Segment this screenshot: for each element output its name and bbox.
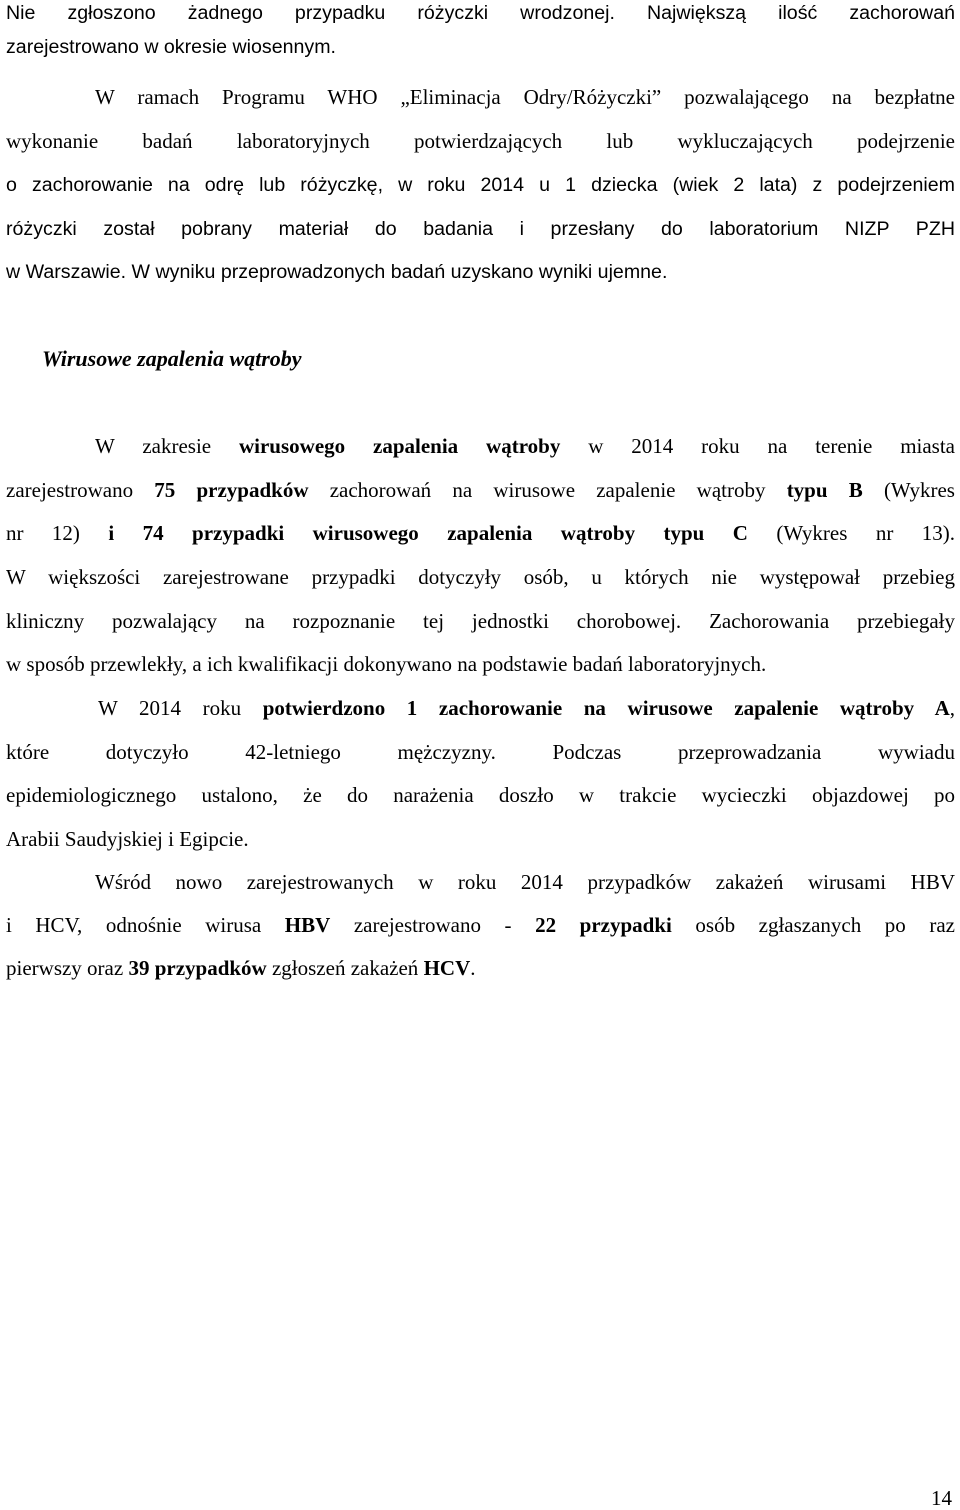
hepatitis-a-paragraph-line-2: które dotyczyło 42-letniego mężczyzny. Podczas przeprowadzania wywiadu (6, 740, 955, 764)
hbv-hcv-paragraph-line-2: i HCV, odnośnie wirusa HBV zarejestrowano - 22 przypadki osób zgłaszanych po raz (6, 913, 956, 937)
hepatitis-a-paragraph-line-4: Arabii Saudyjskiej i Egipcie. (6, 827, 249, 851)
who-paragraph-line-5: w Warszawie. W wyniku przeprowadzonych badań uzyskano wyniki ujemne. (6, 261, 668, 283)
hepatitis-paragraph-line-5: kliniczny pozwalający na rozpoznanie tej jednostki chorobowej. Zachorowania przebiegały (6, 609, 955, 633)
section-heading: Wirusowe zapalenia wątroby (42, 346, 302, 371)
who-paragraph-line-4: różyczki został pobrany materiał do badania i przesłany do laboratorium NIZP PZH (6, 218, 955, 240)
hepatitis-paragraph-line-1: W zakresie wirusowego zapalenia wątroby w 2014 roku na terenie miasta (95, 434, 956, 458)
hepatitis-paragraph-line-4: W większości zarejestrowane przypadki dotyczyły osób, u których nie występował przebieg (6, 565, 955, 589)
hepatitis-paragraph-line-2: zarejestrowano 75 przypadków zachorowań na wirusowe zapalenie wątroby typu B (Wykres (6, 478, 955, 502)
who-paragraph-line-2: wykonanie badań laboratoryjnych potwierdzających lub wykluczających podejrzenie (6, 129, 955, 153)
page-number: 14 (931, 1486, 952, 1510)
who-paragraph-line-1: W ramach Programu WHO „Eliminacja Odry/Różyczki” pozwalającego na bezpłatne (95, 85, 955, 109)
who-paragraph-line-3: o zachorowanie na odrę lub różyczkę, w roku 2014 u 1 dziecka (wiek 2 lata) z podejrzeniem (6, 174, 955, 196)
hbv-hcv-paragraph-line-1: Wśród nowo zarejestrowanych w roku 2014 przypadków zakażeń wirusami HBV (95, 870, 955, 894)
hepatitis-a-paragraph-line-1: W 2014 roku potwierdzono 1 zachorowanie na wirusowe zapalenie wątroby A, (98, 696, 955, 720)
hbv-hcv-paragraph-line-3: pierwszy oraz 39 przypadków zgłoszeń zakażeń HCV. (6, 956, 476, 980)
intro-line-2: zarejestrowano w okresie wiosennym. (6, 36, 336, 58)
hepatitis-paragraph-line-6: w sposób przewlekły, a ich kwalifikacji dokonywano na podstawie badań laboratoryjnych. (6, 652, 767, 676)
hepatitis-paragraph-line-3: nr 12) i 74 przypadki wirusowego zapalenia wątroby typu C (Wykres nr 13). (6, 521, 955, 545)
hepatitis-a-paragraph-line-3: epidemiologicznego ustalono, że do narażenia doszło w trakcie wycieczki objazdowej po (6, 783, 955, 807)
intro-line-1: Nie zgłoszono żadnego przypadku różyczki wrodzonej. Największą ilość zachorowań (6, 2, 955, 24)
